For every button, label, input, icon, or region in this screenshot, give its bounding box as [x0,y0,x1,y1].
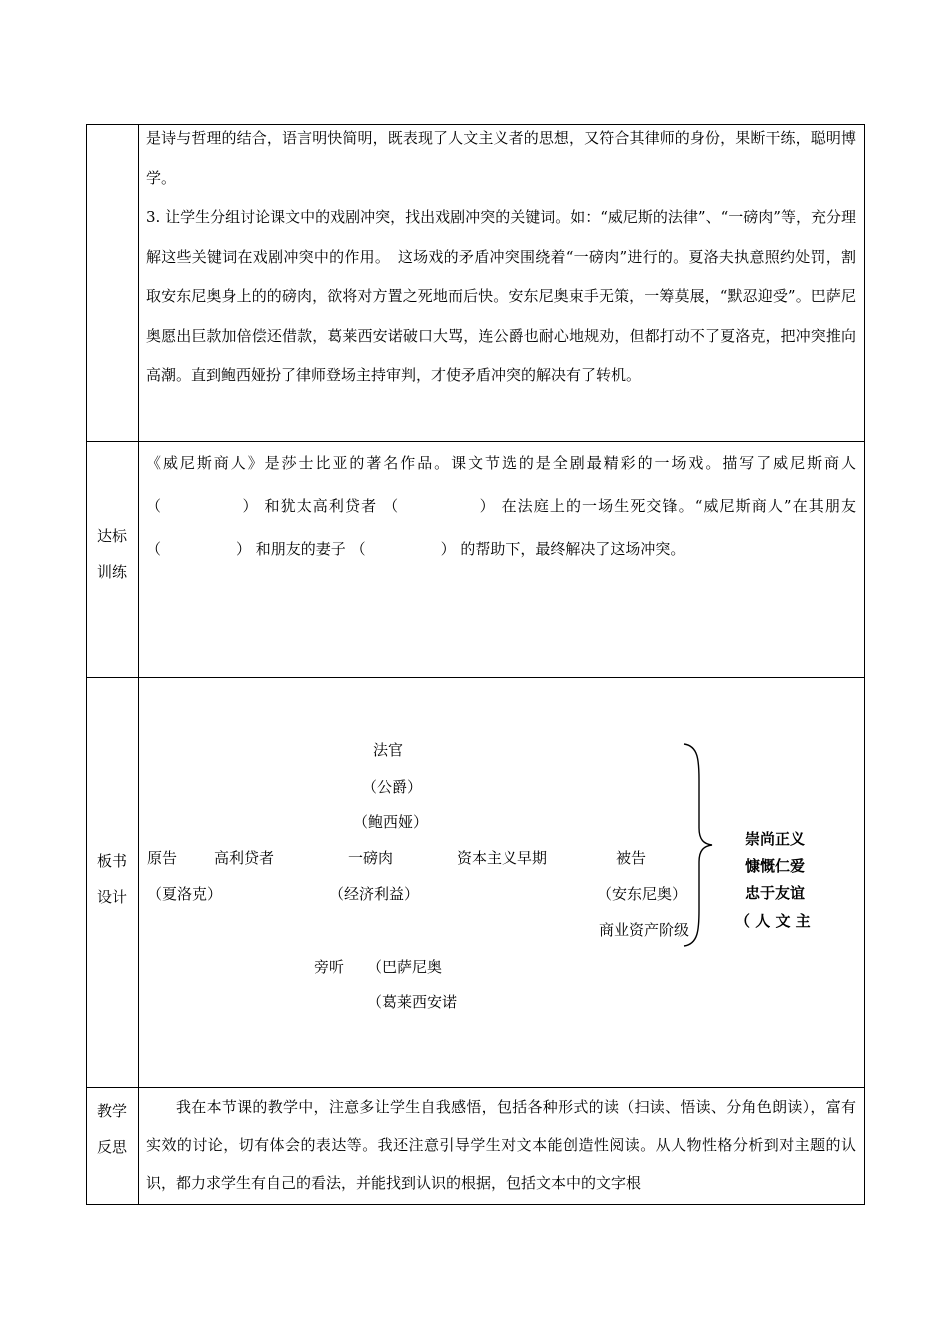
paragraph-portia-language: 是诗与哲理的结合，语言明快简明，既表现了人文主义者的思想，又符合其律师的身份，果断干练，聪明博学。 [146,129,856,187]
exercise-text-5: 的帮助下，最终解决了这场冲突。 [460,540,686,558]
answer-blank-bassanio[interactable]: （ ） [146,540,252,558]
label-practice-line1: 达标 [96,527,127,545]
label-reflection-line1: 教学 [96,1102,127,1120]
exercise-text-3: 在法庭上的一场生死交锋。“威尼斯商人”在其朋友 [501,497,856,515]
board-duke: （公爵） [362,778,423,796]
teaching-process-cell [146,119,856,396]
table-border-bottom [86,1204,865,1205]
curly-brace [682,742,716,948]
teaching-reflection-cell [146,1088,856,1204]
board-audience: 旁听 [314,958,345,976]
board-value-friendship: 忠于友谊 [745,884,806,902]
table-border-right [864,124,865,1205]
board-value-generosity: 慷慨仁爱 [745,857,806,875]
exercise-text-1: 《威尼斯商人》是莎士比亚的著名作品。课文节选的是全剧最精彩的一场戏。描写了威尼斯商人 [146,454,856,472]
board-merchant-class: 商业资产阶级 [599,921,690,939]
board-judge: 法官 [373,741,404,759]
row-label-reflection [86,1093,138,1165]
label-board-line2: 设计 [96,888,127,906]
exercise-text-2: 和犹太高利贷者 [264,497,378,515]
board-shylock: （夏洛克） [147,885,223,903]
board-portia: （鲍西娅） [353,813,429,831]
table-border-left [86,124,87,1205]
board-usurer: 高利贷者 [214,849,275,867]
board-bassanio: （巴萨尼奥 [367,958,443,976]
board-plaintiff: 原告 [147,849,178,867]
board-economic-interest: （经济利益） [329,885,420,903]
board-value-justice: 崇尚正义 [745,830,806,848]
label-reflection-line2: 反思 [96,1138,127,1156]
answer-blank-antonio[interactable]: （ ） [146,497,259,515]
board-gratiano: （葛莱西安诺 [367,993,458,1011]
practice-exercise-cell [146,442,856,571]
label-board-line1: 板书 [96,852,127,870]
exercise-text-4: 和朋友的妻子 [255,540,346,558]
row-label-board-design [86,843,138,915]
board-defendant: 被告 [616,849,647,867]
answer-blank-portia[interactable]: （ ） [350,540,456,558]
row-divider-2 [86,677,865,678]
board-value-humanism: （ 人 文 主 [735,912,811,930]
row-label-practice [86,518,138,590]
exercise-paragraph [146,442,856,571]
reflection-paragraph: 我在本节课的教学中，注意多让学生自我感悟，包括各种形式的读（扫读、悟读、分角色朗读），富有实效的讨论，切有体会的表达等。我还注意引导学生对文本能创造性阅读。从人物性格分析到对主题的认识，都力求学生有自己的看法，并能找到认识的根据，包括文本中的文字根 [146,1098,856,1192]
board-pound-of-flesh: 一磅肉 [348,849,394,867]
answer-blank-shylock[interactable]: （ ） [383,497,496,515]
table-column-divider [138,124,139,1205]
board-early-capitalism: 资本主义早期 [457,849,548,867]
label-practice-line2: 训练 [96,563,127,581]
paragraph-drama-conflict: 3. 让学生分组讨论课文中的戏剧冲突，找出戏剧冲突的关键词。如：“威尼斯的法律”、“一磅肉”等，充分理解这些关键词在戏剧冲突中的作用。 这场戏的矛盾冲突围绕着“一磅肉”进行的。夏洛夫执意照约处罚，割取安东尼奥身上的的磅肉，欲将对方置之死地而后快。安东尼奥束手无策，一筹莫展，“默忍迎受”。巴萨尼奥愿出巨款加倍偿还借款，葛莱西安诺破口大骂，连公爵也耐心地规劝，但都打动不了夏洛克，把冲突推向高潮。直到鲍西娅扮了律师登场主持审判，才使矛盾冲突的解决有了转机。 [146,208,856,384]
board-antonio: （安东尼奥） [597,885,688,903]
